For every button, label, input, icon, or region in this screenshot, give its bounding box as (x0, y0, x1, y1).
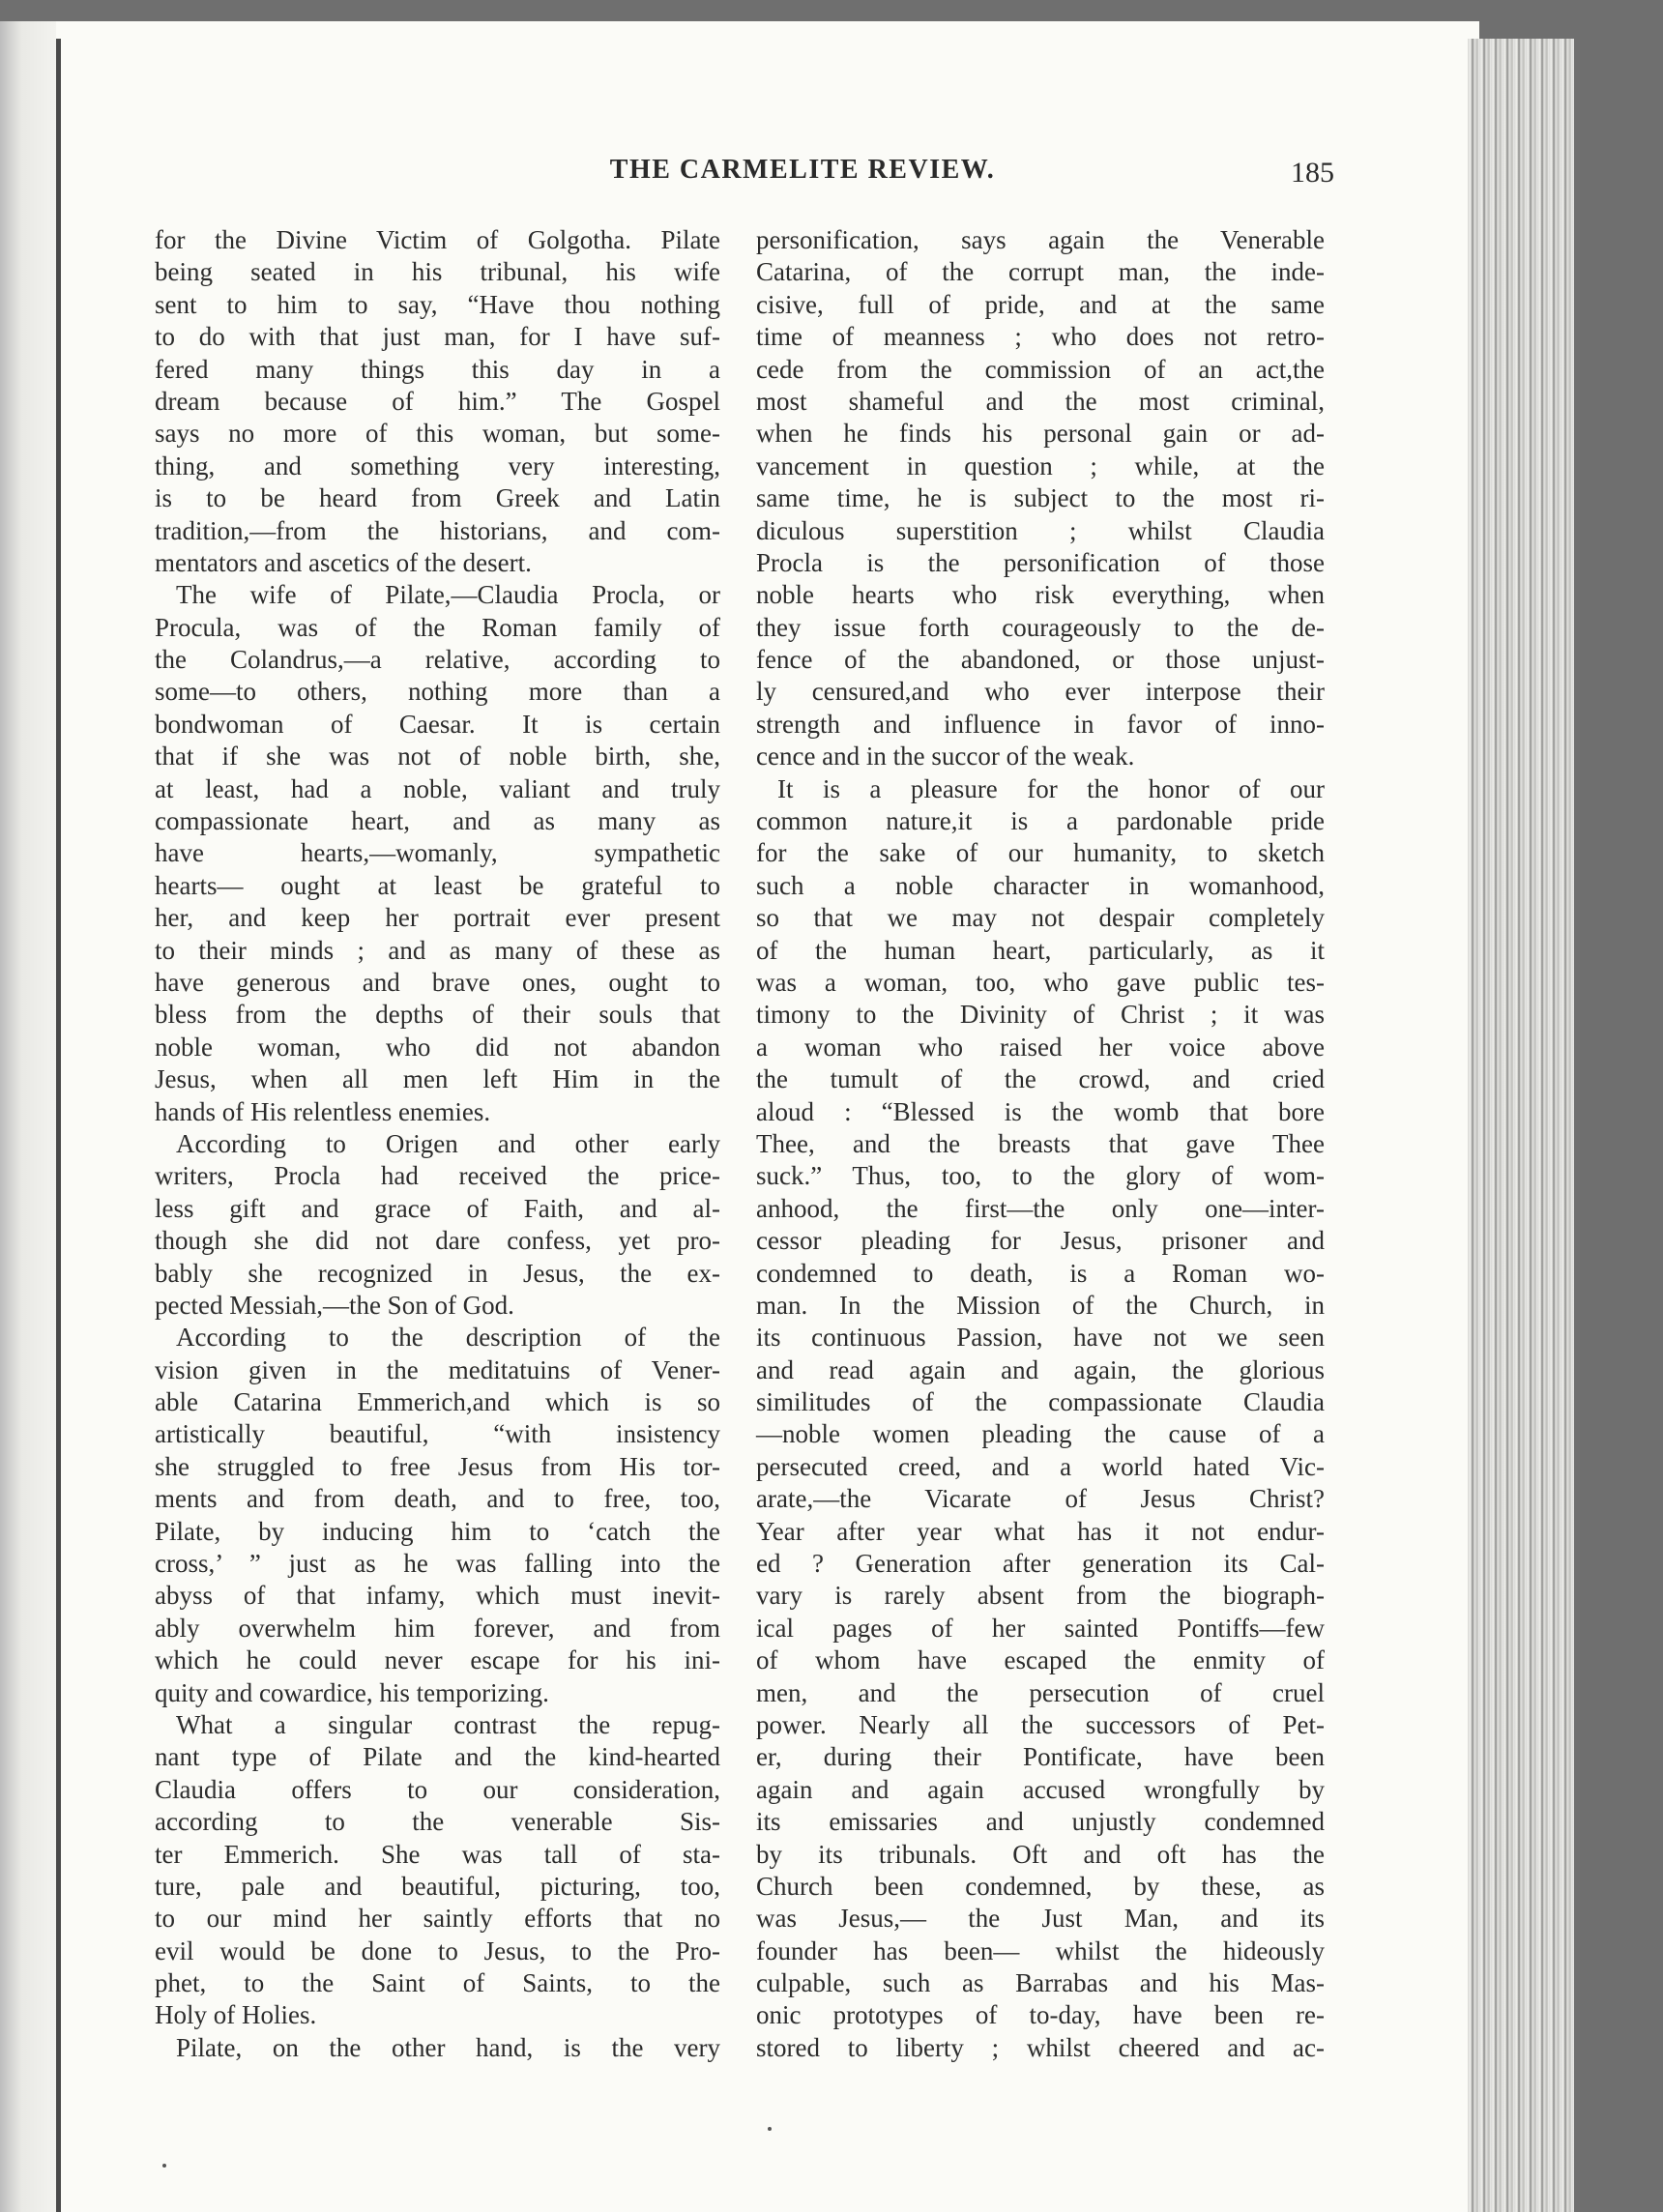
text-line: persecuted creed, and a world hated Vic- (756, 1451, 1325, 1481)
text-line: nant type of Pilate and the kind-hearted (155, 1742, 720, 1772)
text-line: common nature,it is a pardonable pride (756, 806, 1325, 836)
text-line: is to be heard from Greek and Latin (155, 483, 720, 513)
text-line: It is a pleasure for the honor of our (777, 773, 1325, 803)
text-line: men, and the persecution of cruel (756, 1677, 1325, 1707)
text-line: cisive, full of pride, and at the same (756, 289, 1325, 319)
text-line: to their minds ; and as many of these as (155, 935, 720, 965)
text-line: ments and from death, and to free, too, (155, 1484, 720, 1514)
text-line: the tumult of the crowd, and cried (756, 1064, 1325, 1094)
text-line: ture, pale and beautiful, picturing, too, (155, 1871, 720, 1901)
text-line: aloud : “Blessed is the womb that bore (756, 1096, 1325, 1126)
left-column (155, 224, 720, 2064)
text-line: abyss of that infamy, which must inevit- (155, 1581, 720, 1611)
text-line: strength and influence in favor of inno- (756, 709, 1325, 739)
text-line: she struggled to free Jesus from His tor- (155, 1451, 720, 1481)
text-line: According to the description of the (176, 1323, 720, 1353)
text-line: so that we may not despair completely (756, 903, 1325, 933)
text-line: anhood, the first—the only one—inter- (756, 1193, 1325, 1223)
text-line: er, during their Pontificate, have been (756, 1742, 1325, 1772)
text-line: man. In the Mission of the Church, in (756, 1290, 1325, 1320)
text-line: ably overwhelm him forever, and from (155, 1613, 720, 1643)
text-line: ed ? Generation after generation its Cal- (756, 1549, 1325, 1579)
text-line: Claudia offers to our consideration, (155, 1774, 720, 1804)
text-line: ter Emmerich. She was tall of sta- (155, 1839, 720, 1869)
text-line: for the Divine Victim of Golgotha. Pilate (155, 225, 720, 254)
text-line: personification, says again the Venerable (756, 225, 1325, 254)
scan-background (1574, 21, 1663, 2212)
text-line: What a singular contrast the repug- (176, 1709, 720, 1739)
text-line: again and again accused wrongfully by (756, 1774, 1325, 1804)
text-line: says no more of this woman, but some- (155, 419, 720, 449)
text-line: the Colandrus,—a relative, according to (155, 645, 720, 675)
text-line: at least, had a noble, valiant and truly (155, 773, 720, 803)
text-line: vary is rarely absent from the biograph- (756, 1581, 1325, 1611)
text-line: Procula, was of the Roman family of (155, 612, 720, 642)
text-line: ical pages of her sainted Pontiffs—few (756, 1613, 1325, 1643)
text-line: have hearts,—womanly, sympathetic (155, 838, 720, 868)
text-line: of the human heart, particularly, as it (756, 935, 1325, 965)
text-line: ly censured,and who ever interpose their (756, 677, 1325, 707)
text-line: —noble women pleading the cause of a (756, 1419, 1325, 1449)
text-line: tradition,—from the historians, and com- (155, 515, 720, 545)
text-line: for the sake of our humanity, to sketch (756, 838, 1325, 868)
binding-shadow (56, 39, 61, 2212)
text-line: sent to him to say, “Have thou nothing (155, 289, 720, 319)
text-line: her, and keep her portrait ever present (155, 903, 720, 933)
text-line: and read again and again, the glorious (756, 1354, 1325, 1384)
text-line: fence of the abandoned, or those unjust- (756, 645, 1325, 675)
running-head: THE CARMELITE REVIEW. (609, 155, 996, 185)
text-line: diculous superstition ; whilst Claudia (756, 515, 1325, 545)
text-line: artistically beautiful, “with insistency (155, 1419, 720, 1449)
text-line: The wife of Pilate,—Claudia Procla, or (176, 580, 720, 610)
text-line: Jesus, when all men left Him in the (155, 1064, 720, 1094)
text-line: power. Nearly all the successors of Pet- (756, 1709, 1325, 1739)
text-line: less gift and grace of Faith, and al- (155, 1193, 720, 1223)
text-line: writers, Procla had received the price- (155, 1161, 720, 1191)
text-line: Pilate, on the other hand, is the very (176, 2032, 720, 2062)
text-line: Year after year what has it not endur- (756, 1516, 1325, 1546)
text-line: hearts— ought at least be grateful to (155, 870, 720, 900)
text-line: according to the venerable Sis- (155, 1807, 720, 1837)
text-line: culpable, such as Barrabas and his Mas- (756, 1968, 1325, 1998)
text-line: its emissaries and unjustly condemned (756, 1807, 1325, 1837)
text-line: cross,’ ” just as he was falling into the (155, 1549, 720, 1579)
text-line: of whom have escaped the enmity of (756, 1645, 1325, 1675)
right-column (756, 224, 1325, 2064)
text-line: to our mind her saintly efforts that no (155, 1904, 720, 1934)
text-line: a woman who raised her voice above (756, 1032, 1325, 1062)
text-line: they issue forth courageously to the de- (756, 612, 1325, 642)
text-line: phet, to the Saint of Saints, to the (155, 1968, 720, 1998)
text-line: Church been condemned, by these, as (756, 1871, 1325, 1901)
text-line: most shameful and the most criminal, (756, 386, 1325, 416)
text-line: have generous and brave ones, ought to (155, 967, 720, 997)
text-line: compassionate heart, and as many as (155, 806, 720, 836)
text-line: Procla is the personification of those (756, 547, 1325, 577)
text-line: time of meanness ; who does not retro- (756, 322, 1325, 352)
text-line: vision given in the meditatuins of Vener- (155, 1354, 720, 1384)
scan-speck (768, 2127, 772, 2131)
text-line: pected Messiah,—the Son of God. (155, 1290, 514, 1320)
text-line: noble woman, who did not abandon (155, 1032, 720, 1062)
text-line: some—to others, nothing more than a (155, 677, 720, 707)
text-line: bably she recognized in Jesus, the ex- (155, 1258, 720, 1288)
page-gutter (0, 21, 56, 2212)
text-line: founder has been— whilst the hideously (756, 1936, 1325, 1965)
text-line: cede from the commission of an act,the (756, 354, 1325, 384)
text-line: bondwoman of Caesar. It is certain (155, 709, 720, 739)
text-line: fered many things this day in a (155, 354, 720, 384)
text-line: Holy of Holies. (155, 2000, 317, 2030)
scan-speck (162, 2164, 166, 2168)
text-line: was Jesus,— the Just Man, and its (756, 1904, 1325, 1934)
page-header (145, 155, 1334, 203)
text-line: which he could never escape for his ini- (155, 1645, 720, 1675)
text-line: According to Origen and other early (176, 1128, 720, 1158)
text-line: its continuous Passion, have not we seen (756, 1323, 1325, 1353)
text-line: bless from the depths of their souls that (155, 1000, 720, 1030)
text-line: similitudes of the compassionate Claudia (756, 1387, 1325, 1417)
text-line: quity and cowardice, his temporizing. (155, 1677, 549, 1707)
text-line: Catarina, of the corrupt man, the inde- (756, 257, 1325, 287)
text-line: noble hearts who risk everything, when (756, 580, 1325, 610)
text-line: to do with that just man, for I have suf- (155, 322, 720, 352)
text-line: arate,—the Vicarate of Jesus Christ? (756, 1484, 1325, 1514)
text-line: evil would be done to Jesus, to the Pro- (155, 1936, 720, 1965)
text-line: Thee, and the breasts that gave Thee (756, 1128, 1325, 1158)
text-line: onic prototypes of to-day, have been re- (756, 2000, 1325, 2030)
text-line: hands of His relentless enemies. (155, 1096, 491, 1126)
text-line: cence and in the succor of the weak. (756, 742, 1135, 771)
text-line: such a noble character in womanhood, (756, 870, 1325, 900)
text-line: Pilate, by inducing him to ‘catch the (155, 1516, 720, 1546)
text-line: suck.” Thus, too, to the glory of wom- (756, 1161, 1325, 1191)
text-line: same time, he is subject to the most ri- (756, 483, 1325, 513)
text-line: that if she was not of noble birth, she, (155, 742, 720, 771)
text-line: was a woman, too, who gave public tes- (756, 967, 1325, 997)
text-line: being seated in his tribunal, his wife (155, 257, 720, 287)
text-line: vancement in question ; while, at the (756, 451, 1325, 480)
text-line: thing, and something very interesting, (155, 451, 720, 480)
page-edges (1468, 39, 1574, 2212)
text-line: condemned to death, is a Roman wo- (756, 1258, 1325, 1288)
text-line: timony to the Divinity of Christ ; it was (756, 1000, 1325, 1030)
text-line: stored to liberty ; whilst cheered and ac- (756, 2032, 1325, 2062)
text-line: able Catarina Emmerich,and which is so (155, 1387, 720, 1417)
text-line: though she did not dare confess, yet pro- (155, 1226, 720, 1256)
text-line: when he finds his personal gain or ad- (756, 419, 1325, 449)
text-line: cessor pleading for Jesus, prisoner and (756, 1226, 1325, 1256)
text-line: by its tribunals. Oft and oft has the (756, 1839, 1325, 1869)
page-number: 185 (1291, 157, 1334, 189)
text-line: dream because of him.” The Gospel (155, 386, 720, 416)
text-line: mentators and ascetics of the desert. (155, 547, 532, 577)
